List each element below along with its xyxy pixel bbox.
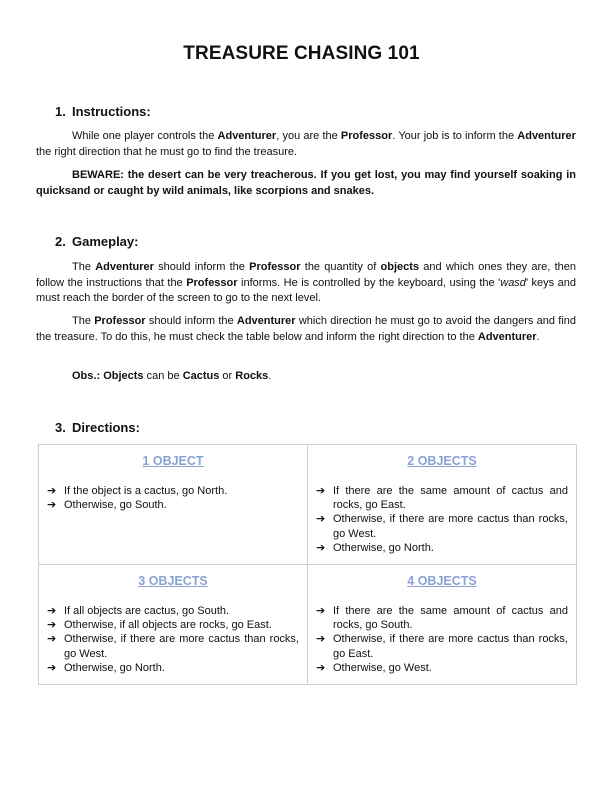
bold-text: Adventurer <box>236 315 296 327</box>
arrow-right-icon: ➔ <box>47 661 57 674</box>
arrow-right-icon: ➔ <box>316 513 326 526</box>
section-number: 1. <box>55 104 66 119</box>
rule-text: Otherwise, if there are more cactus than rocks, go East. <box>333 633 568 660</box>
text-run: The <box>72 261 96 273</box>
rule-text: Otherwise, go North. <box>333 541 434 554</box>
list-item <box>316 484 568 512</box>
arrow-right-icon: ➔ <box>316 485 326 497</box>
paragraph-warning <box>36 168 576 199</box>
bold-text: BEWARE: the desert can be very treacherous. If you get lost, you may find yourself soaking in quicksand or caught by wild animals, like scorpions and snakes. <box>36 169 576 197</box>
rule-text: Otherwise, go West. <box>333 661 432 674</box>
arrow-right-icon: ➔ <box>316 633 326 646</box>
bold-text: Objects <box>103 370 144 382</box>
list-item <box>316 541 568 555</box>
paragraph <box>36 129 576 160</box>
table-cell-4-objects <box>308 565 577 685</box>
section-title: Gameplay: <box>72 234 139 249</box>
paragraph <box>36 260 576 307</box>
bold-text: Rocks <box>235 370 269 382</box>
text-run: can be <box>143 370 183 382</box>
rule-text: Otherwise, if all objects are rocks, go East. <box>64 619 272 632</box>
section-title: Instructions: <box>72 104 151 119</box>
arrow-right-icon: ➔ <box>47 633 57 646</box>
text-run: and which ones they are, then follow the instructions that the <box>36 261 576 289</box>
rule-text: Otherwise, go North. <box>64 661 165 674</box>
list-item <box>47 618 299 632</box>
rule-text: If all objects are cactus, go South. <box>64 605 230 617</box>
arrow-right-icon: ➔ <box>47 605 57 617</box>
rule-text: Otherwise, if there are more cactus than rocks, go West. <box>64 633 299 660</box>
section-number: 3. <box>55 420 66 435</box>
arrow-right-icon: ➔ <box>316 661 326 674</box>
rule-text: If there are the same amount of cactus and rocks, go East. <box>333 485 568 512</box>
bold-text: Adventurer <box>517 130 576 142</box>
table-cell-1-object <box>39 445 308 565</box>
arrow-right-icon: ➔ <box>47 485 57 497</box>
rule-text: Otherwise, if there are more cactus than rocks, go West. <box>333 513 568 540</box>
bold-text: objects <box>380 261 420 273</box>
rules-list <box>47 484 299 512</box>
rules-list <box>316 484 568 555</box>
list-item <box>316 512 568 540</box>
text-run: the right direction that he must go to find the treasure. <box>36 145 298 158</box>
table-cell-2-objects <box>308 445 577 565</box>
bold-text: Cactus <box>182 370 220 382</box>
text-run: . <box>536 330 540 343</box>
list-item <box>47 661 299 675</box>
document-title: TREASURE CHASING 101 <box>183 43 420 64</box>
list-item <box>47 484 299 498</box>
bold-text: Adventurer <box>477 330 537 343</box>
text-run: which direction he must go to avoid the dangers and find the treasure. To do this, he must check the table below and inform the right direction to the <box>36 315 576 343</box>
text-run: ' keys and must reach the border of the screen to go to the next level. <box>36 276 577 304</box>
paragraph <box>36 314 576 345</box>
cell-title: 2 OBJECTS <box>407 454 477 468</box>
text-run: the quantity of <box>300 261 381 273</box>
italic-text: wasd <box>500 276 526 289</box>
section-title: Directions: <box>72 420 140 435</box>
rules-list <box>316 604 568 675</box>
text-run: should inform the <box>145 315 237 327</box>
table-row <box>39 445 577 565</box>
bold-text: Professor <box>249 261 301 273</box>
paragraph-note <box>36 369 576 385</box>
rule-text: If there are the same amount of cactus and rocks, go South. <box>333 605 568 632</box>
text-run: should inform the <box>153 261 250 273</box>
bold-text: Professor <box>186 276 238 289</box>
cell-title: 3 OBJECTS <box>138 574 208 588</box>
arrow-right-icon: ➔ <box>316 605 326 617</box>
cell-title: 4 OBJECTS <box>407 574 477 588</box>
list-item <box>316 632 568 660</box>
bold-text: Professor <box>94 315 146 327</box>
text-run: , you are the <box>276 130 341 142</box>
list-item <box>47 498 299 512</box>
arrow-right-icon: ➔ <box>316 541 326 554</box>
text-run: . <box>268 370 272 382</box>
text-run: While one player controls the <box>72 130 218 142</box>
directions-table <box>38 444 577 685</box>
section-heading-gameplay <box>55 234 138 249</box>
list-item <box>47 632 299 660</box>
bold-text: Adventurer <box>95 261 154 273</box>
bold-text: Adventurer <box>217 130 277 142</box>
text-run: . Your job is to inform the <box>392 130 518 142</box>
section-heading-instructions <box>55 104 151 119</box>
table-row <box>39 565 577 685</box>
bold-text: Professor <box>340 130 393 142</box>
list-item <box>316 604 568 632</box>
rule-text: If the object is a cactus, go North. <box>64 485 228 497</box>
list-item <box>316 661 568 675</box>
rule-text: Otherwise, go South. <box>64 499 167 512</box>
rules-list <box>47 604 299 675</box>
section-heading-directions <box>55 420 140 435</box>
cell-title: 1 OBJECT <box>142 454 204 468</box>
arrow-right-icon: ➔ <box>47 499 57 512</box>
text-run: or <box>219 370 236 382</box>
arrow-right-icon: ➔ <box>47 619 57 632</box>
section-number: 2. <box>55 234 66 249</box>
text-run: informs. He is controlled by the keyboard, using the ' <box>237 276 501 289</box>
text-run: The <box>72 315 95 327</box>
table-cell-3-objects <box>39 565 308 685</box>
bold-text: Obs.: <box>72 370 101 382</box>
list-item <box>47 604 299 618</box>
